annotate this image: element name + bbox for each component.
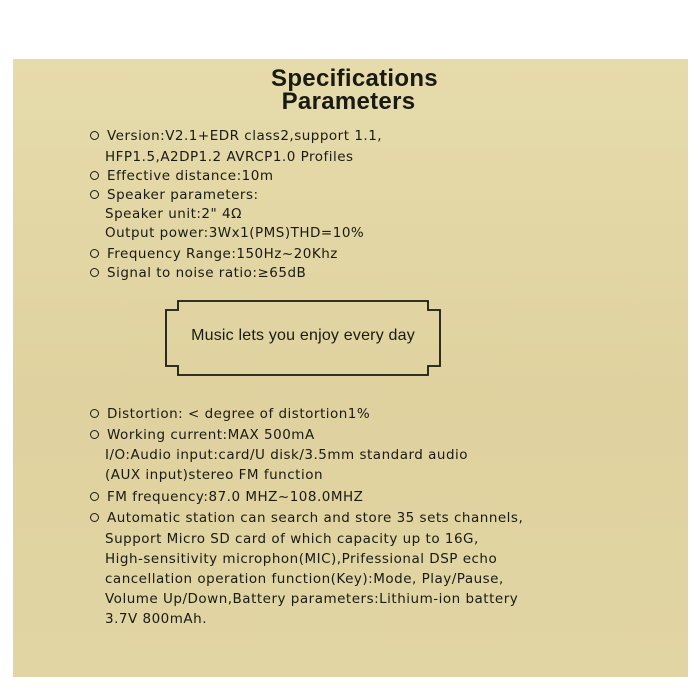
bullet-circle-icon (90, 249, 99, 258)
spec-item-output-power: Output power:3Wx1(PMS)THD=10% (105, 225, 365, 241)
spec-item-battery-cont: 3.7V 800mAh. (105, 611, 207, 627)
page-title (13, 67, 688, 113)
spec-item-version-cont: HFP1.5,A2DP1.2 AVRCP1.0 Profiles (105, 149, 354, 165)
title-line-1: Specifications (271, 65, 438, 92)
spec-item-microphone: High-sensitivity microphon(MIC),Prifessional DSP echo (105, 551, 498, 567)
spec-item-speaker: Speaker parameters: (13, 185, 688, 205)
spec-item-sd-card: Support Micro SD card of which capacity up to 16G, (105, 531, 479, 547)
spec-item-battery: Volume Up/Down,Battery parameters:Lithium-ion battery (105, 591, 519, 607)
spec-item-speaker-unit: Speaker unit:2" 4Ω (105, 206, 242, 222)
bullet-circle-icon (90, 409, 99, 418)
title-line-2: Parameters (281, 88, 416, 115)
bullet-circle-icon (90, 430, 99, 439)
spec-sheet (13, 59, 688, 677)
bullet-circle-icon (90, 190, 99, 199)
slogan-banner (158, 300, 448, 376)
spec-item-io-cont: (AUX input)stereo FM function (105, 467, 324, 483)
bullet-circle-icon (90, 268, 99, 277)
spec-item-fm-frequency: FM frequency:87.0 MHZ~108.0MHZ (13, 487, 688, 507)
spec-item-version: Version:V2.1+EDR class2,support 1.1, (13, 126, 688, 146)
spec-item-frequency: Frequency Range:150Hz~20Khz (13, 244, 688, 264)
spec-item-io: I/O:Audio input:card/U disk/3.5mm standard audio (105, 447, 469, 463)
bullet-circle-icon (90, 171, 99, 180)
spec-item-distance: Effective distance:10m (13, 166, 688, 186)
bullet-circle-icon (90, 131, 99, 140)
spec-item-snr: Signal to noise ratio:≥65dB (13, 263, 688, 283)
bullet-circle-icon (90, 513, 99, 522)
banner-text: Music lets you enjoy every day (191, 327, 415, 344)
spec-item-working-current: Working current:MAX 500mA (13, 425, 688, 445)
spec-item-auto-station: Automatic station can search and store 35 sets channels, (13, 508, 688, 528)
spec-item-distortion: Distortion: < degree of distortion1% (13, 404, 688, 424)
spec-item-keys: cancellation operation function(Key):Mode, Play/Pause, (105, 571, 504, 587)
bullet-circle-icon (90, 492, 99, 501)
